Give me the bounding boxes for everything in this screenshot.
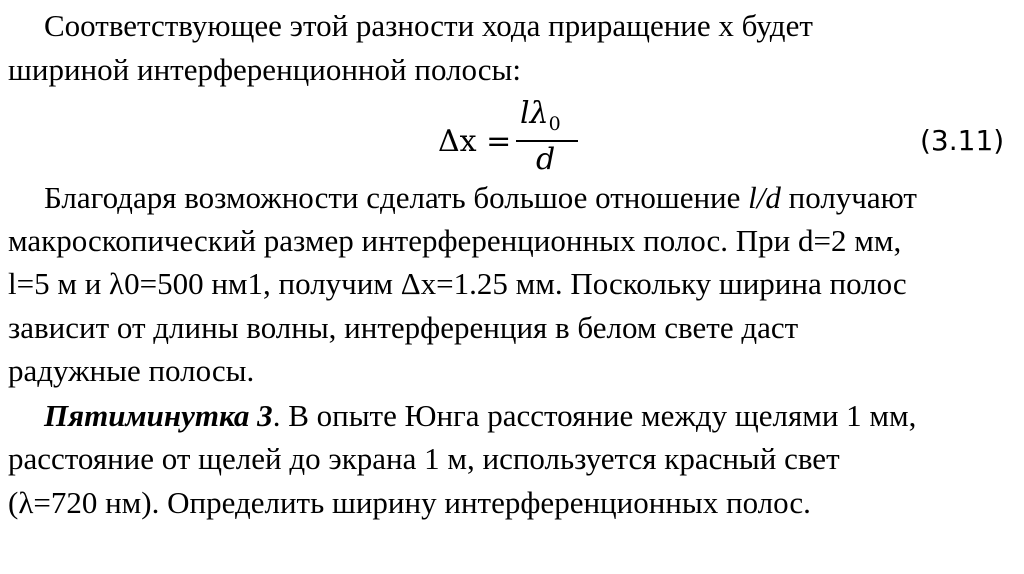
text-line: Пятиминутка 3. В опыте Юнга расстояние между щелями 1 мм, <box>44 398 917 433</box>
text-line: зависит от длины волны, интерференция в белом свете даст <box>8 310 799 345</box>
equation-number: (3.11) <box>920 124 1005 157</box>
text-line: шириной интерференционной полосы: <box>8 52 521 87</box>
ratio-l-d: l/d <box>748 180 781 215</box>
text-line: радужные полосы. <box>8 353 255 388</box>
formula-denominator: d <box>536 142 556 177</box>
text-line: макроскопический размер интерференционных полос. При d=2 мм, <box>8 223 902 258</box>
formula-lhs: Δx = <box>438 124 512 159</box>
text-line: Благодаря возможности сделать большое отношение l/d получают <box>44 180 917 215</box>
exercise-heading: Пятиминутка 3 <box>44 398 273 433</box>
formula-numerator: $l\lambda_0$ <box>520 96 561 135</box>
text-line: (λ=720 нм). Определить ширину интерференционных полос. <box>8 485 811 520</box>
text-line: l=5 м и λ0=500 нм1, получим Δx=1.25 мм. Поскольку ширина полос <box>8 266 907 301</box>
text-line: расстояние от щелей до экрана 1 м, используется красный свет <box>8 441 840 476</box>
text-line: Соответствующее этой разности хода приращение х будет <box>44 8 813 43</box>
